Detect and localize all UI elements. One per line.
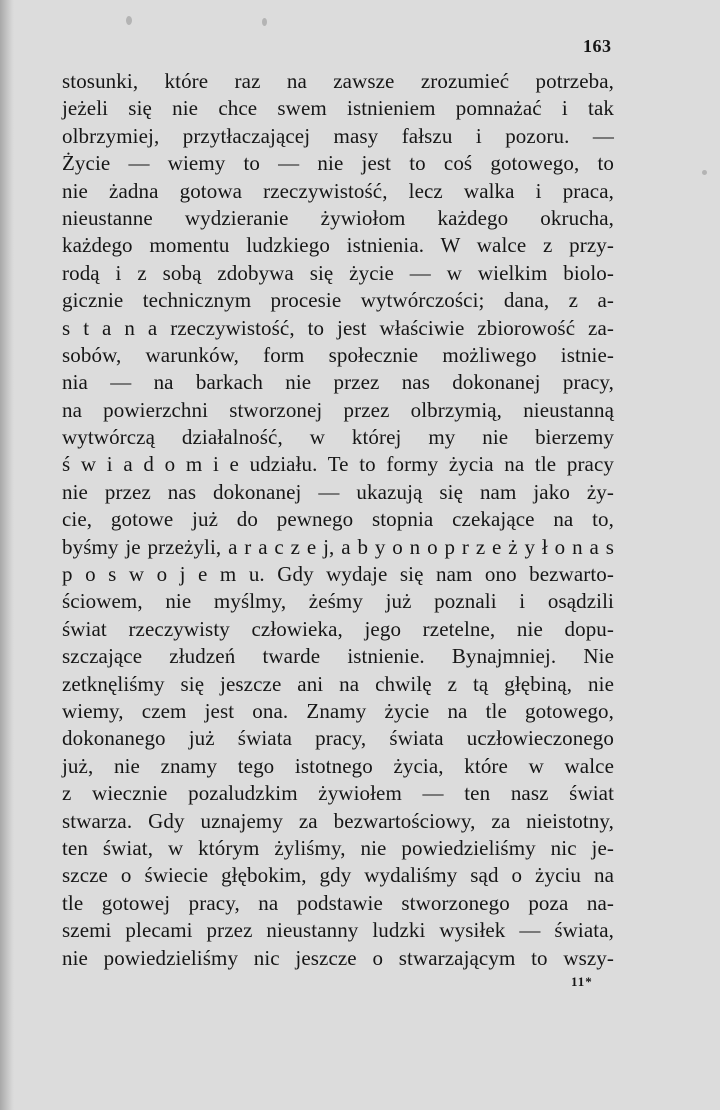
text-line: nia — na barkach nie przez nas dokonanej pracy, xyxy=(62,370,614,395)
text-line: nie powiedzieliśmy nic jeszcze o stwarzającym to wszy- xyxy=(62,945,614,970)
text-line: zetknęliśmy się jeszcze ani na chwilę z tą głębiną, nie xyxy=(62,671,614,696)
text-line: ten świat, w którym żyliśmy, nie powiedzieliśmy nic je- xyxy=(62,835,614,860)
text-line: już, nie znamy tego istotnego życia, które w walce xyxy=(62,753,614,778)
text-line: wiemy, czem jest ona. Znamy życie na tle gotowego, xyxy=(62,698,614,723)
text-line: ś w i a d o m i e udziału. Te to formy życia na tle pracy xyxy=(62,452,614,477)
text-line: ściowem, nie myślmy, żeśmy już poznali i osądzili xyxy=(62,589,614,614)
text-line: jeżeli się nie chce swem istnieniem pomnażać i tak xyxy=(62,96,614,121)
text-line: tle gotowej pracy, na podstawie stworzonego poza na- xyxy=(62,890,614,915)
paper-speck xyxy=(702,170,707,175)
text-line: nieustanne wydzieranie żywiołom każdego okrucha, xyxy=(62,205,614,230)
text-line: stosunki, które raz na zawsze zrozumieć potrzeba, xyxy=(62,69,614,93)
text-line: nie przez nas dokonanej — ukazują się nam jako ży- xyxy=(62,479,614,504)
text-line: dokonanego już świata pracy, świata uczłowieczonego xyxy=(62,726,614,751)
text-line: rodą i z sobą zdobywa się życie — w wielkim biolo- xyxy=(62,260,614,285)
text-line: p o s w o j e m u. Gdy wydaje się nam ono bezwarto- xyxy=(62,562,614,587)
text-line: cie, gotowe już do pewnego stopnia czekające na to, xyxy=(62,507,614,532)
text-line: szemi plecami przez nieustanny ludzki wysiłek — świata, xyxy=(62,918,614,943)
text-line: wytwórczą działalność, w której my nie bierzemy xyxy=(62,425,614,450)
paper-speck xyxy=(262,18,267,26)
text-line: nie żadna gotowa rzeczywistość, lecz walka i praca, xyxy=(62,178,614,203)
text-line: szczające złudzeń twarde istnienie. Bynajmniej. Nie xyxy=(62,644,614,669)
sheet-signature-mark: 11* xyxy=(571,974,593,989)
text-line: szcze o świecie głębokim, gdy wydaliśmy sąd o życiu na xyxy=(62,863,614,888)
text-line: s t a n a rzeczywistość, to jest właściwie zbiorowość za- xyxy=(62,315,614,340)
text-line: świat rzeczywisty człowieka, jego rzetelne, nie dopu- xyxy=(62,616,614,641)
text-line: gicznie technicznym procesie wytwórczości; dana, z a- xyxy=(62,288,614,313)
text-line: każdego momentu ludzkiego istnienia. W walce z przy- xyxy=(62,233,614,258)
text-line: na powierzchni stworzonej przez olbrzymią, nieustanną xyxy=(62,397,614,422)
text-line: Życie — wiemy to — nie jest to coś gotowego, to xyxy=(62,151,614,176)
page-spine-shadow xyxy=(0,0,14,1110)
text-line: byśmy je przeżyli, a r a c z e j, a b y o n o p r z e ż y ł o n a s xyxy=(62,534,614,559)
text-line: stwarza. Gdy uznajemy za bezwartościowy, za nieistotny, xyxy=(62,808,614,833)
page-number: 163 xyxy=(583,36,612,56)
body-text xyxy=(62,68,614,972)
paper-speck xyxy=(126,16,132,25)
text-line: olbrzymiej, przytłaczającej masy fałszu i pozoru. — xyxy=(62,123,614,148)
text-line: z wiecznie pozaludzkim żywiołem — ten nasz świat xyxy=(62,781,614,806)
text-line: sobów, warunków, form społecznie możliwego istnie- xyxy=(62,342,614,367)
